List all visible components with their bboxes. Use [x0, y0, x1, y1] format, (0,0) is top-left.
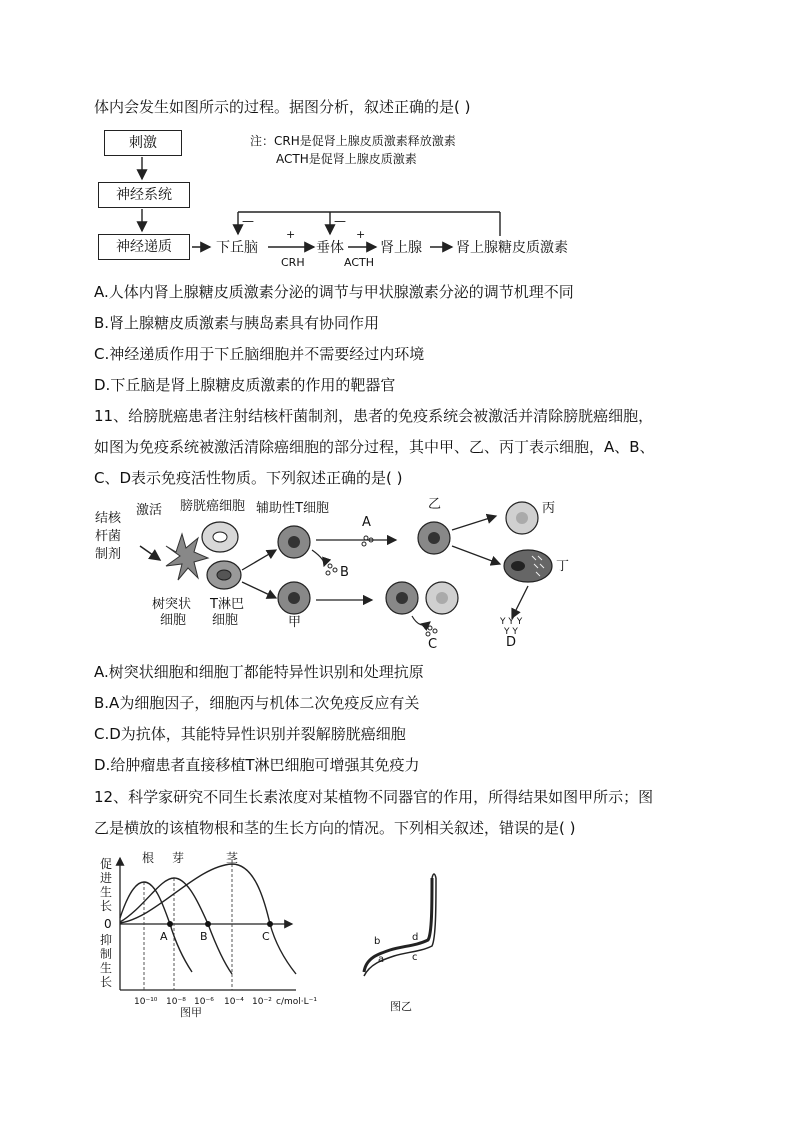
horizontal-plant-figure [356, 864, 446, 1014]
plus-sign-acth: + [356, 228, 366, 241]
antibody-icon: Y Y Y [500, 617, 523, 627]
jia-label: 甲 [288, 615, 302, 630]
y-bottom-4: 长 [100, 975, 113, 989]
plant-lower-edge [364, 878, 436, 976]
glucocorticoid-label: 肾上腺糖皮质激素 [456, 240, 568, 256]
t-lymph-label-1: T淋巴 [210, 597, 244, 612]
q11-stem-line1: 11、给膀胱癌患者注射结核杆菌制剂，患者的免疫系统会被激活并清除膀胱癌细胞， [94, 407, 654, 425]
stem-label: 茎 [226, 851, 239, 865]
tb-label-1: 结核 [95, 511, 122, 526]
minus-sign-pituitary: — [334, 214, 346, 228]
hypothalamus-label: 下丘脑 [216, 240, 258, 256]
q10-stem: 体内会发生如图所示的过程。据图分析，叙述正确的是( ) [94, 98, 471, 116]
q11-option-b: B.A为细胞因子，细胞丙与机体二次免疫反应有关 [94, 694, 420, 712]
stimulus-box: 刺激 [104, 130, 182, 156]
tb-label-2: 杆菌 [95, 529, 122, 544]
helper-t-label: 辅助性T细胞 [256, 501, 329, 516]
plant-caption: 图乙 [390, 1000, 412, 1013]
plant-label-b: b [374, 936, 381, 947]
antibody-icon-2: Y Y [504, 627, 518, 637]
minus-sign-hypothalamus: — [242, 214, 254, 228]
cancer-cell-label: 膀胱癌细胞 [180, 499, 246, 514]
tick-3: 10⁻⁶ [194, 997, 214, 1007]
plant-label-d: d [412, 932, 419, 943]
point-a-marker [167, 921, 173, 927]
plant-label-c: c [412, 952, 418, 963]
point-a-label: A [160, 930, 168, 943]
y-axis-top-labels [100, 857, 112, 913]
point-c-label: C [262, 930, 270, 943]
y-top-3: 生 [100, 885, 113, 899]
y-bottom-1: 抑 [100, 933, 113, 947]
point-b-marker [205, 921, 211, 927]
q10-option-c: C.神经递质作用于下丘脑细胞并不需要经过内环境 [94, 345, 425, 363]
bing-label: 丙 [542, 501, 556, 516]
tb-label-3: 制剂 [95, 547, 122, 562]
a-label: A [362, 515, 371, 530]
zero-label: 0 [104, 917, 112, 931]
crh-label: CRH [281, 256, 305, 269]
note-line1: 注：CRH是促肾上腺皮质激素释放激素 [250, 134, 456, 148]
adrenal-label: 肾上腺 [380, 240, 422, 256]
b-label: B [340, 565, 349, 580]
note-line2: ACTH是促肾上腺皮质激素 [276, 152, 417, 166]
yi-label: 乙 [428, 497, 442, 512]
point-c-marker [267, 921, 273, 927]
y-axis-bottom-labels [100, 932, 112, 989]
tick-1: 10⁻¹⁰ [134, 997, 158, 1007]
hormone-regulation-diagram [90, 124, 610, 276]
tick-4: 10⁻⁴ [224, 997, 244, 1007]
root-curve [120, 882, 192, 972]
q11-option-c: C.D为抗体，其能特异性识别并裂解膀胱癌细胞 [94, 725, 406, 743]
q11-option-a: A.树突状细胞和细胞丁都能特异性识别和处理抗原 [94, 663, 424, 681]
x-unit-label: c/mol·L⁻¹ [276, 997, 317, 1007]
y-top-2: 进 [100, 871, 113, 885]
nervous-system-box: 神经系统 [98, 182, 190, 208]
c-label: C [428, 637, 438, 650]
point-b-label: B [200, 930, 208, 943]
q11-stem-line2: 如图为免疫系统被激活清除癌细胞的部分过程，其中甲、乙、丙丁表示细胞，A、B、 [94, 438, 655, 456]
dendritic-cell-icon [166, 534, 208, 580]
tick-2: 10⁻⁸ [166, 997, 186, 1007]
activate-label: 激活 [136, 503, 163, 518]
plus-sign-crh: + [286, 228, 296, 241]
bud-label: 芽 [172, 851, 185, 865]
tick-5: 10⁻² [252, 997, 272, 1007]
q11-stem-line3: C、D表示免疫活性物质。下列叙述正确的是( ) [94, 469, 403, 487]
q10-option-b: B.肾上腺糖皮质激素与胰岛素具有协同作用 [94, 314, 380, 332]
plant-label-a: a [378, 954, 385, 965]
y-bottom-2: 制 [100, 947, 113, 961]
d-label: D [506, 635, 517, 650]
q12-stem-line1: 12、科学家研究不同生长素浓度对某植物不同器官的作用，所得结果如图甲所示；图 [94, 788, 654, 806]
acth-label: ACTH [344, 256, 375, 269]
immune-activation-diagram [90, 494, 590, 650]
auxin-concentration-graph [96, 848, 326, 1020]
neurotransmitter-box: 神经递质 [98, 234, 190, 260]
pituitary-label: 垂体 [316, 240, 344, 256]
q12-stem-line2: 乙是横放的该植物根和茎的生长方向的情况。下列相关叙述，错误的是( ) [94, 819, 576, 837]
stem-curve [120, 864, 296, 974]
graph-caption: 图甲 [180, 1006, 202, 1019]
t-lymph-label-2: 细胞 [212, 613, 239, 628]
q10-option-a: A.人体内肾上腺糖皮质激素分泌的调节与甲状腺激素分泌的调节机理不同 [94, 283, 574, 301]
dendritic-label-2: 细胞 [160, 613, 187, 628]
root-label: 根 [142, 851, 155, 865]
dendritic-label-1: 树突状 [152, 597, 192, 612]
plant-upper-edge [364, 878, 432, 972]
q10-option-d: D.下丘脑是肾上腺糖皮质激素的作用的靶器官 [94, 376, 396, 394]
y-top-4: 长 [100, 899, 113, 913]
ding-label: 丁 [556, 559, 570, 574]
y-top-1: 促 [100, 857, 113, 871]
y-bottom-3: 生 [100, 961, 113, 975]
x-tick-labels [134, 997, 272, 1007]
q11-option-d: D.给肿瘤患者直接移植T淋巴细胞可增强其免疫力 [94, 756, 420, 774]
